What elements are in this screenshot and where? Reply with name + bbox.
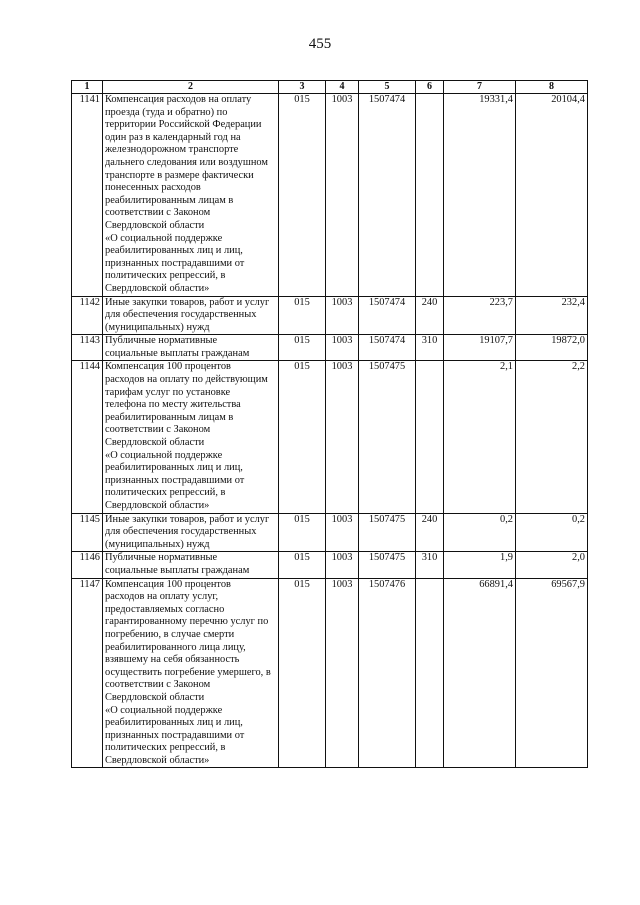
expense-type-code <box>416 94 444 297</box>
target-article-code: 1507474 <box>359 296 416 335</box>
ministry-code: 015 <box>279 361 326 513</box>
table-row <box>72 578 588 768</box>
section-code: 1003 <box>326 578 359 768</box>
description-line: Компенсация расходов на оплату <box>105 94 252 105</box>
row-number: 1145 <box>72 513 103 552</box>
ministry-code: 015 <box>279 335 326 361</box>
description-line: для обеспечения государственных <box>105 526 257 538</box>
amount-year-2: 20104,4 <box>516 94 588 297</box>
header-col-3: 3 <box>279 81 326 94</box>
description-line: социальные выплаты гражданам <box>105 564 250 576</box>
row-description <box>103 513 279 552</box>
row-number: 1144 <box>72 361 103 513</box>
description-line: политических репрессий, в <box>105 270 226 282</box>
table-row <box>72 94 588 297</box>
description-line: соответствии с Законом <box>105 207 211 219</box>
description-line: Компенсация 100 процентов <box>105 361 231 373</box>
amount-year-1: 1,9 <box>444 552 516 578</box>
description-line: железнодорожном транспорте <box>105 144 239 156</box>
expense-type-code: 240 <box>416 296 444 335</box>
description-line: телефона по месту жительства <box>105 399 241 411</box>
description-line: предоставляемых согласно <box>105 603 225 615</box>
description-line: политических репрессий, в <box>105 742 226 754</box>
description-line: осуществить погребение умершего, в <box>105 666 271 678</box>
ministry-code: 015 <box>279 296 326 335</box>
description-line: «О социальной поддержке <box>105 232 223 244</box>
description-line: Свердловской области» <box>105 500 210 511</box>
description-line: «О социальной поддержке <box>105 449 223 461</box>
amount-year-1: 0,2 <box>444 513 516 552</box>
description-line: понесенных расходов <box>105 182 201 194</box>
expense-type-code: 240 <box>416 513 444 552</box>
description-line: расходов на оплату по действующим <box>105 374 268 386</box>
table-row <box>72 552 588 578</box>
page-number: 455 <box>308 36 332 52</box>
description-line: (муниципальных) нужд <box>105 538 210 550</box>
amount-year-2: 69567,9 <box>516 578 588 768</box>
target-article-code: 1507474 <box>359 335 416 361</box>
description-line: признанных пострадавшими от <box>105 729 245 741</box>
description-line: реабилитированным лицам в <box>105 194 234 206</box>
description-line: Иные закупки товаров, работ и услуг <box>105 513 270 525</box>
description-line: проезда (туда и обратно) по <box>105 106 228 118</box>
target-article-code: 1507475 <box>359 552 416 578</box>
header-col-1: 1 <box>72 81 103 94</box>
description-line: гарантированному перечню услуг по <box>105 616 269 628</box>
description-line: транспорте в размере фактически <box>105 169 254 181</box>
description-line: погребению, в случае смерти <box>105 628 235 640</box>
description-line: Свердловской области» <box>105 282 210 294</box>
description-line: (муниципальных) нужд <box>105 321 210 333</box>
description-line: Свердловской области <box>105 691 205 703</box>
description-line: один раз в календарный год на <box>105 131 241 143</box>
description-line: тарифам услуг по установке <box>105 386 231 398</box>
description-line: реабилитированных лиц и лиц, <box>105 462 243 474</box>
row-number: 1146 <box>72 552 103 578</box>
target-article-code: 1507474 <box>359 94 416 297</box>
section-code: 1003 <box>326 552 359 578</box>
description-line: реабилитированного лица лицу, <box>105 641 246 653</box>
amount-year-1: 66891,4 <box>444 578 516 768</box>
expense-type-code: 310 <box>416 335 444 361</box>
description-line: реабилитированных лиц и лиц, <box>105 245 243 257</box>
description-line: признанных пострадавшими от <box>105 474 245 486</box>
row-number: 1141 <box>72 94 103 297</box>
target-article-code: 1507475 <box>359 513 416 552</box>
amount-year-2: 2,2 <box>516 361 588 513</box>
amount-year-1: 223,7 <box>444 296 516 335</box>
expense-type-code: 310 <box>416 552 444 578</box>
amount-year-1: 2,1 <box>444 361 516 513</box>
amount-year-1: 19107,7 <box>444 335 516 361</box>
amount-year-2: 2,0 <box>516 552 588 578</box>
description-line: территории Российской Федерации <box>105 119 262 131</box>
row-description <box>103 552 279 578</box>
section-code: 1003 <box>326 513 359 552</box>
section-code: 1003 <box>326 335 359 361</box>
row-number: 1147 <box>72 578 103 768</box>
ministry-code: 015 <box>279 94 326 297</box>
table-row <box>72 335 588 361</box>
amount-year-2: 232,4 <box>516 296 588 335</box>
description-line: «О социальной поддержке <box>105 704 223 716</box>
ministry-code: 015 <box>279 552 326 578</box>
header-col-4: 4 <box>326 81 359 94</box>
header-col-6: 6 <box>416 81 444 94</box>
amount-year-1: 19331,4 <box>444 94 516 297</box>
description-line: соответствии с Законом <box>105 679 211 691</box>
target-article-code: 1507476 <box>359 578 416 768</box>
amount-year-2: 0,2 <box>516 513 588 552</box>
table-body <box>72 94 588 768</box>
description-line: взявшему на себя обязанность <box>105 654 240 666</box>
table-row <box>72 361 588 513</box>
description-line: реабилитированных лиц и лиц, <box>105 717 243 729</box>
description-line: признанных пострадавшими от <box>105 257 245 269</box>
row-number: 1143 <box>72 335 103 361</box>
header-col-2: 2 <box>103 81 279 94</box>
description-line: Иные закупки товаров, работ и услуг <box>105 296 270 308</box>
section-code: 1003 <box>326 94 359 297</box>
row-number: 1142 <box>72 296 103 335</box>
description-line: Свердловской области» <box>105 754 210 766</box>
header-row <box>72 81 588 94</box>
expense-type-code <box>416 361 444 513</box>
amount-year-2: 19872,0 <box>516 335 588 361</box>
section-code: 1003 <box>326 361 359 513</box>
description-line: Компенсация 100 процентов <box>105 578 231 590</box>
table-row <box>72 513 588 552</box>
section-code: 1003 <box>326 296 359 335</box>
description-line: для обеспечения государственных <box>105 309 257 321</box>
header-col-5: 5 <box>359 81 416 94</box>
description-line: Публичные нормативные <box>105 552 218 564</box>
description-line: политических репрессий, в <box>105 487 226 499</box>
target-article-code: 1507475 <box>359 361 416 513</box>
ministry-code: 015 <box>279 513 326 552</box>
row-description <box>103 335 279 361</box>
description-line: расходов на оплату услуг, <box>105 591 219 603</box>
budget-table <box>71 80 588 768</box>
description-line: реабилитированным лицам в <box>105 411 234 423</box>
header-col-8: 8 <box>516 81 588 94</box>
row-description <box>103 94 279 297</box>
row-description <box>103 578 279 768</box>
header-col-7: 7 <box>444 81 516 94</box>
description-line: Свердловской области <box>105 437 205 449</box>
row-description <box>103 361 279 513</box>
description-line: Публичные нормативные <box>105 335 218 347</box>
description-line: социальные выплаты гражданам <box>105 347 250 359</box>
row-description <box>103 296 279 335</box>
description-line: дальнего следования или воздушном <box>105 156 268 168</box>
description-line: соответствии с Законом <box>105 424 211 436</box>
table-row <box>72 296 588 335</box>
ministry-code: 015 <box>279 578 326 768</box>
expense-type-code <box>416 578 444 768</box>
description-line: Свердловской области <box>105 219 205 231</box>
